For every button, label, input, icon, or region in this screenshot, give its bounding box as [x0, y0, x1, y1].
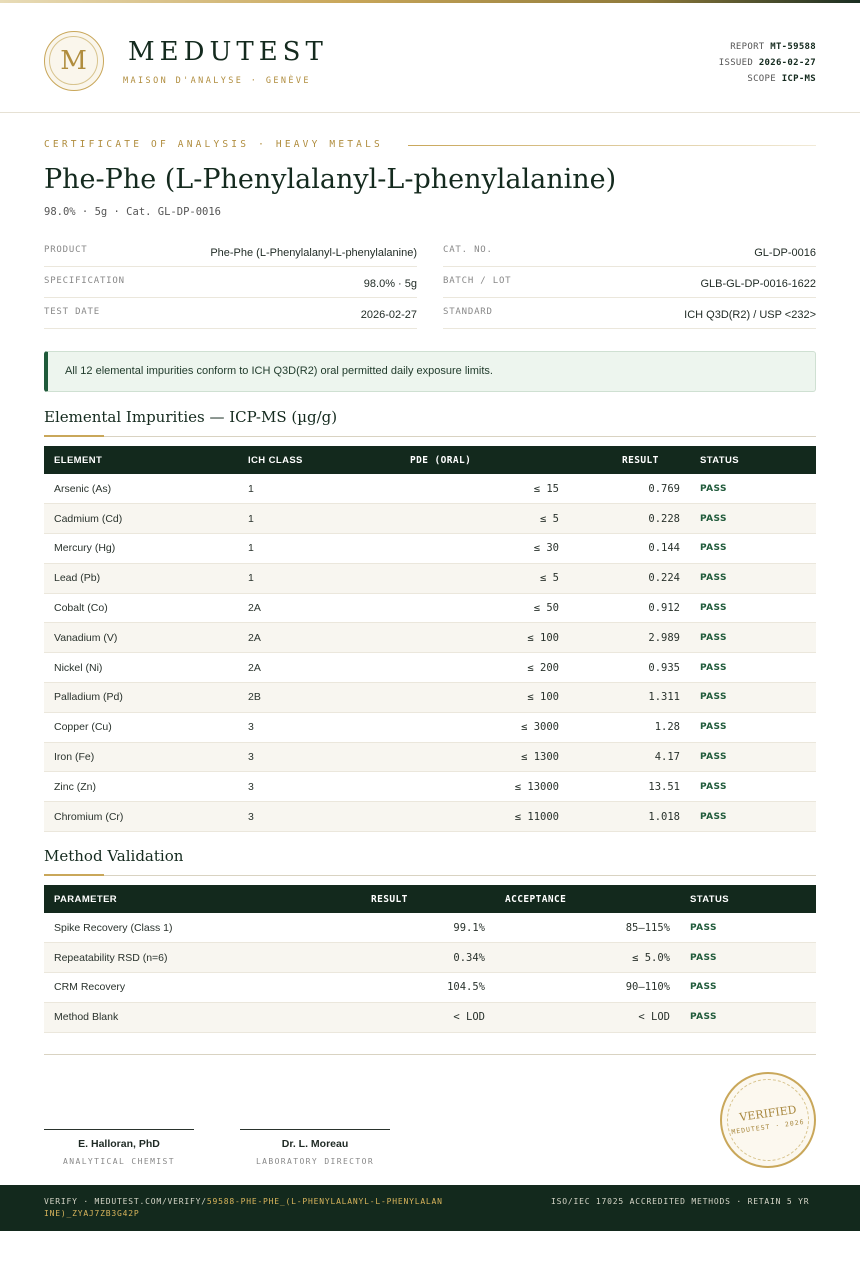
table-cell: Chromium (Cr): [44, 802, 238, 832]
certificate-kicker: CERTIFICATE OF ANALYSIS · HEAVY METALS: [44, 139, 383, 150]
status-badge: PASS: [680, 943, 816, 973]
table-row: [44, 742, 816, 772]
table-cell: ≤ 200: [378, 653, 569, 683]
issued-date: 2026-02-27: [758, 58, 816, 68]
table-cell: ≤ 5.0%: [495, 943, 680, 973]
signature-line: [240, 1129, 390, 1130]
status-badge: PASS: [690, 742, 816, 772]
method-table: [44, 885, 816, 1033]
signature-block-director: [240, 1129, 390, 1166]
table-cell: 1.018: [569, 802, 690, 832]
table-cell: 0.769: [569, 474, 690, 504]
table-cell: 0.224: [569, 563, 690, 593]
table-cell: 0.34%: [304, 943, 495, 973]
status-badge: PASS: [690, 504, 816, 534]
col-header-status: STATUS: [700, 454, 739, 466]
table-cell: 3: [238, 772, 378, 802]
table-row: [44, 1002, 816, 1032]
page-subtitle: 98.0% · 5g · Cat. GL-DP-0016: [44, 206, 222, 218]
table-cell: Iron (Fe): [44, 742, 238, 772]
table-cell: Cobalt (Co): [44, 593, 238, 623]
page-title: Phe-Phe (L-Phenylalanyl-L-phenylalanine): [44, 164, 617, 195]
table-cell: ≤ 100: [378, 623, 569, 653]
method-section-title: Method Validation: [44, 847, 184, 865]
signatory-name: Dr. L. Moreau: [281, 1138, 349, 1150]
info-row-standard: [443, 298, 816, 329]
table-row: [44, 653, 816, 683]
info-value: GLB-GL-DP-0016-1622: [700, 278, 816, 290]
table-cell: 1.28: [569, 712, 690, 742]
report-footer: [0, 1185, 860, 1231]
status-badge: PASS: [680, 913, 816, 943]
verify-prefix: VERIFY · MEDUTEST.COM/VERIFY/: [44, 1197, 207, 1206]
table-cell: 0.144: [569, 534, 690, 564]
table-row: [44, 534, 816, 564]
table-cell: 85–115%: [495, 913, 680, 943]
signatory-name: E. Halloran, PhD: [78, 1138, 160, 1150]
col-header-result: RESULT: [622, 454, 659, 466]
table-row: [44, 943, 816, 973]
info-value: Phe-Phe (L-Phenylalanyl-L-phenylalanine): [210, 247, 417, 259]
table-cell: 1.311: [569, 683, 690, 713]
table-cell: Palladium (Pd): [44, 683, 238, 713]
table-cell: ≤ 15: [378, 474, 569, 504]
col-header-pde: PDE (ORAL): [410, 454, 472, 466]
table-cell: 104.5%: [304, 973, 495, 1003]
table-cell: 99.1%: [304, 913, 495, 943]
table-cell: ≤ 13000: [378, 772, 569, 802]
issued-line: [719, 55, 816, 71]
table-row: [44, 913, 816, 943]
status-badge: PASS: [690, 593, 816, 623]
info-label: TEST DATE: [44, 307, 100, 317]
signature-divider: [44, 1054, 816, 1055]
brand-name: MEDUTEST: [128, 37, 328, 67]
table-cell: 0.912: [569, 593, 690, 623]
table-row: [44, 712, 816, 742]
stamp-subtext: MEDUTEST · 2026: [730, 1117, 806, 1137]
accreditation-note: ISO/IEC 17025 ACCREDITED METHODS · RETAIN 5 YR: [551, 1197, 810, 1206]
status-badge: PASS: [690, 683, 816, 713]
table-cell: 3: [238, 742, 378, 772]
table-cell: 1: [238, 474, 378, 504]
table-cell: 90–110%: [495, 973, 680, 1003]
info-value: ICH Q3D(R2) / USP <232>: [684, 309, 816, 321]
report-header: [0, 3, 860, 113]
table-row: [44, 973, 816, 1003]
info-label: STANDARD: [443, 307, 493, 317]
report-number-line: [719, 39, 816, 55]
table-cell: 2.989: [569, 623, 690, 653]
table-cell: 3: [238, 802, 378, 832]
issued-label: ISSUED: [718, 58, 754, 68]
method-table-body: [44, 913, 816, 1032]
table-cell: ≤ 11000: [378, 802, 569, 832]
kicker-rule: [408, 145, 816, 146]
col-header-ich-class: ICH CLASS: [248, 454, 303, 466]
table-cell: ≤ 5: [378, 504, 569, 534]
report-label: REPORT: [730, 42, 765, 52]
table-cell: 2A: [238, 593, 378, 623]
status-badge: PASS: [690, 623, 816, 653]
table-cell: ≤ 1300: [378, 742, 569, 772]
status-badge: PASS: [690, 802, 816, 832]
signatory-role: ANALYTICAL CHEMIST: [63, 1157, 175, 1166]
info-label: CAT. NO.: [443, 245, 493, 255]
section-rule: [44, 875, 816, 876]
status-badge: PASS: [680, 1002, 816, 1032]
signature-line: [44, 1129, 194, 1130]
scope-label: SCOPE: [747, 74, 776, 84]
status-badge: PASS: [690, 563, 816, 593]
section-accent: [44, 874, 104, 876]
table-row: [44, 772, 816, 802]
table-cell: 4.17: [569, 742, 690, 772]
info-value: 2026-02-27: [360, 309, 417, 321]
table-cell: Lead (Pb): [44, 563, 238, 593]
elemental-section-title: Elemental Impurities — ICP-MS (µg/g): [44, 408, 338, 426]
table-cell: ≤ 3000: [378, 712, 569, 742]
info-label: BATCH / LOT: [443, 276, 512, 286]
table-cell: Copper (Cu): [44, 712, 238, 742]
info-value: 98.0% · 5g: [363, 278, 417, 290]
table-cell: Arsenic (As): [44, 474, 238, 504]
status-badge: PASS: [690, 653, 816, 683]
col-header-status: STATUS: [690, 893, 729, 905]
table-cell: Mercury (Hg): [44, 534, 238, 564]
info-row-specification: [44, 267, 417, 298]
table-cell: 13.51: [569, 772, 690, 802]
scope-line: [719, 71, 816, 87]
table-cell: < LOD: [495, 1002, 680, 1032]
table-cell: ≤ 5: [378, 563, 569, 593]
logo-letter: M: [49, 36, 98, 85]
table-cell: < LOD: [304, 1002, 495, 1032]
signatory-role: LABORATORY DIRECTOR: [255, 1157, 375, 1166]
info-row-cat-no: [443, 236, 816, 267]
section-accent: [44, 435, 104, 437]
table-cell: Method Blank: [44, 1002, 304, 1032]
col-header-acceptance: ACCEPTANCE: [505, 893, 567, 905]
table-cell: CRM Recovery: [44, 973, 304, 1003]
status-badge: PASS: [690, 772, 816, 802]
table-cell: 1: [238, 534, 378, 564]
table-row: [44, 474, 816, 504]
table-cell: ≤ 30: [378, 534, 569, 564]
table-cell: ≤ 50: [378, 593, 569, 623]
verify-line: [44, 1196, 444, 1220]
table-row: [44, 802, 816, 832]
table-cell: Spike Recovery (Class 1): [44, 913, 304, 943]
brand-tagline: MAISON D'ANALYSE · GENÈVE: [123, 76, 311, 86]
verify-link[interactable]: 59588-PHE-PHE_(L-PHENYLALANYL-L-PHENYLALANINE)_ZYAJ7ZB3G42P: [44, 1197, 443, 1218]
table-cell: ≤ 100: [378, 683, 569, 713]
table-row: [44, 623, 816, 653]
elemental-table-body: [44, 474, 816, 832]
elemental-table: [44, 446, 816, 832]
table-cell: 3: [238, 712, 378, 742]
stamp-text: VERIFIED: [738, 1103, 798, 1124]
scope-value: ICP-MS: [781, 74, 816, 84]
table-cell: 2B: [238, 683, 378, 713]
info-row-test-date: [44, 298, 417, 329]
brand-logo: [44, 31, 104, 91]
table-row: [44, 683, 816, 713]
table-cell: Cadmium (Cd): [44, 504, 238, 534]
verified-stamp: [720, 1072, 816, 1168]
col-header-result: RESULT: [371, 893, 408, 905]
table-cell: Zinc (Zn): [44, 772, 238, 802]
section-rule: [44, 436, 816, 437]
table-row: [44, 504, 816, 534]
table-cell: 1: [238, 504, 378, 534]
col-header-parameter: PARAMETER: [54, 893, 118, 905]
info-row-batch: [443, 267, 816, 298]
info-value: GL-DP-0016: [754, 247, 816, 259]
table-row: [44, 593, 816, 623]
table-header-row: [44, 885, 816, 913]
notice-text: All 12 elemental impurities conform to ICH Q3D(R2) oral permitted daily exposure limits.: [65, 365, 493, 377]
info-row-product: [44, 236, 417, 267]
table-header-row: [44, 446, 816, 474]
table-cell: 2A: [238, 653, 378, 683]
table-cell: Vanadium (V): [44, 623, 238, 653]
report-meta: [719, 39, 816, 87]
table-cell: 0.935: [569, 653, 690, 683]
info-label: PRODUCT: [44, 245, 88, 255]
status-badge: PASS: [680, 973, 816, 1003]
table-cell: Nickel (Ni): [44, 653, 238, 683]
table-cell: 2A: [238, 623, 378, 653]
conformance-notice: [44, 351, 816, 392]
info-label: SPECIFICATION: [44, 276, 125, 286]
report-number: MT-59588: [770, 42, 816, 52]
table-cell: 1: [238, 563, 378, 593]
signature-block-chemist: [44, 1129, 194, 1166]
status-badge: PASS: [690, 474, 816, 504]
status-badge: PASS: [690, 712, 816, 742]
table-row: [44, 563, 816, 593]
table-cell: 0.228: [569, 504, 690, 534]
status-badge: PASS: [690, 534, 816, 564]
col-header-element: ELEMENT: [54, 454, 103, 466]
table-cell: Repeatability RSD (n=6): [44, 943, 304, 973]
